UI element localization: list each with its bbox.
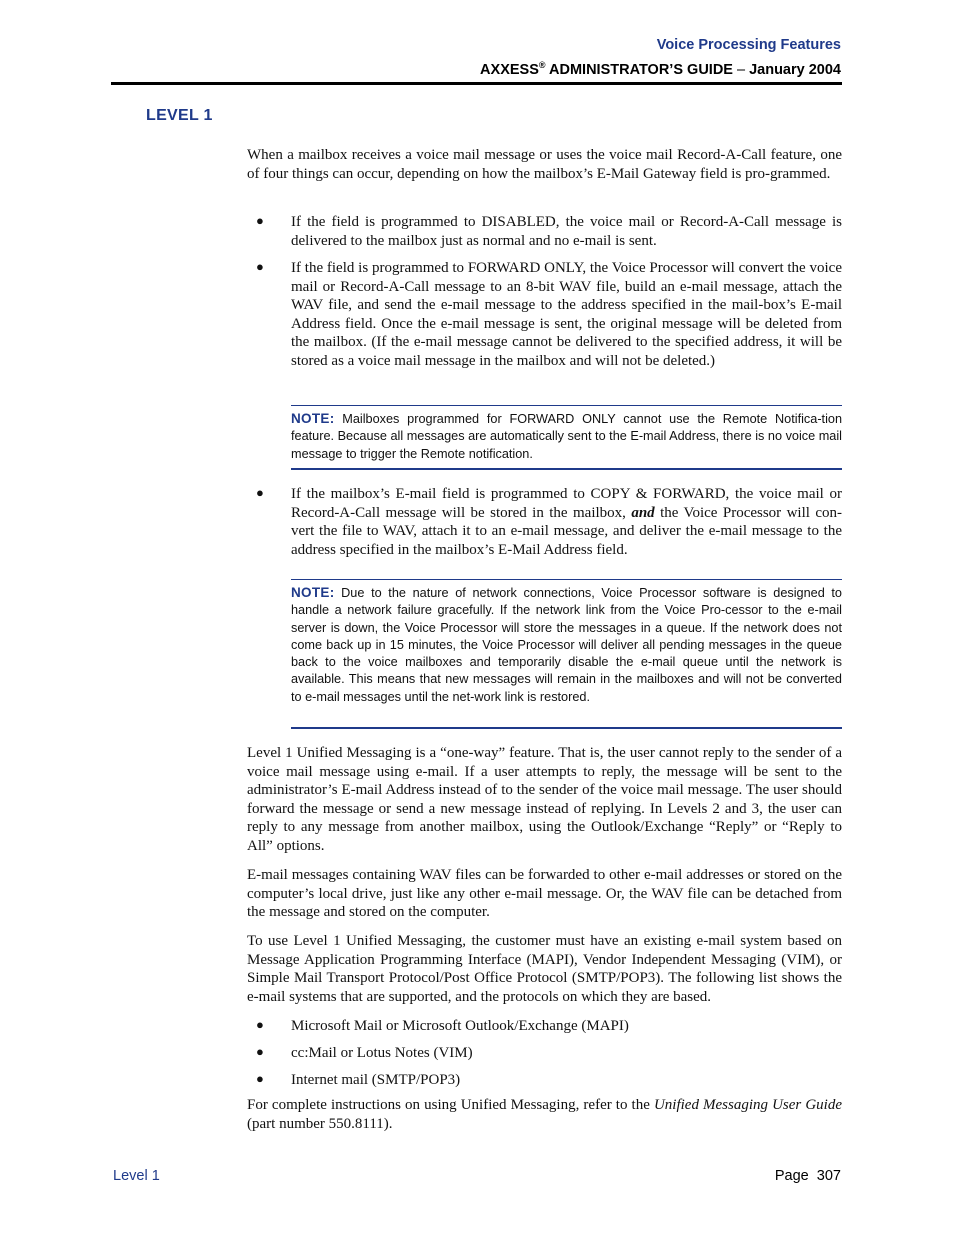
header-guide-title — [380, 60, 841, 78]
intro-paragraph: When a mailbox receives a voice mail message or uses the voice mail Record-A-Call feature, one of four things can occur, depending on how the mailbox’s E-Mail Gateway field is pro-grammed. — [247, 147, 842, 182]
bullet-disabled: If the field is programmed to DISABLED, the voice mail or Record-A-Call message is delivered to the mailbox just as normal and no e-mail is sent. — [291, 214, 842, 249]
footer-section: Level 1 — [113, 1168, 160, 1184]
title-dash: – — [732, 61, 750, 78]
bullet-marker: ● — [256, 485, 264, 500]
header-section-title: Voice Processing Features — [656, 37, 841, 53]
paragraph-wav-files: E-mail messages containing WAV files can be forwarded to other e-mail addresses or stored on the computer’s local drive, just like any other e-mail message. Or, the WAV file can be detached from the message and stored on the computer. — [247, 867, 842, 921]
paragraph-user-guide-text: (part number 550.8111). — [247, 1115, 393, 1132]
note-body: Due to the nature of network connections, Voice Processor software is designed to handle a network failure gracefully. If the network link from the Voice Pro-cessor to the e-mail server is down, the Voice Processor will store the messages in a queue. If the network does not come back up in 15 minutes, the Voice Processor will deliver all pending messages in the queue back to the voice mailboxes and temporarily disable the e-mail queue until the network is available. This means that new messages will remain in the mailboxes and will not be converted to e-mail messages until the net-work link is restored. — [291, 586, 842, 704]
guide-date: January 2004 — [749, 61, 841, 78]
guide-name: ADMINISTRATOR’S GUIDE — [545, 61, 733, 78]
bullet-forward-only: If the field is programmed to FORWARD ONLY, the Voice Processor will convert the voice mail or Record-A-Call message to an 8-bit WAV file, build an e-mail message, attach the WAV file, and send the e-mail message to the address specified in the mail-box’s E-mail Address field. Once the e-mail message is sent, the original message will be deleted from the mailbox. (If the e-mail message cannot be delivered to the specified address, it will be stored as a voice mail message in the mailbox and will not be deleted.) — [291, 260, 842, 369]
bullet-marker: ● — [256, 1017, 264, 1032]
paragraph-user-guide-text: For complete instructions on using Unified Messaging, refer to the — [247, 1097, 654, 1113]
footer-page — [640, 1168, 841, 1184]
note-body: Mailboxes programmed for FORWARD ONLY cannot use the Remote Notifica-tion feature. Because all messages are automatically sent to the E-mail Address, there is no voice mail message to trigger the Remote notification. — [291, 412, 842, 461]
bullet-marker: ● — [256, 1044, 264, 1059]
user-guide-title: Unified Messaging User Guide — [653, 1097, 842, 1113]
note-text — [291, 580, 842, 706]
bullet-marker: ● — [256, 213, 264, 228]
bullet-copy-forward — [291, 485, 842, 559]
paragraph-user-guide — [247, 1096, 842, 1133]
note-box-network — [291, 579, 842, 729]
paragraph-requirements: To use Level 1 Unified Messaging, the customer must have an existing e-mail system based on Message Application Programming Interface (MAPI), Vendor Independent Messaging (VIM), or Simple Mail Transport Protocol/Post Office Protocol (SMTP/POP3). The following list shows the e-mail systems that are supported, and the protocols on which they are based. — [247, 933, 842, 1005]
bullet-copy-forward-text: the Voice Processor will con-vert the file to WAV, attach it to an e-mail message, and deliver the e-mail message to the address specified in the mailbox’s E-Mail Address field. — [291, 504, 842, 558]
bullet-marker: ● — [256, 259, 264, 274]
note-box-forward-only — [291, 405, 842, 470]
section-heading: LEVEL 1 — [146, 107, 213, 124]
note-text — [291, 406, 842, 463]
list-item-vim: cc:Mail or Lotus Notes (VIM) — [291, 1045, 473, 1061]
page-number: 307 — [816, 1168, 841, 1184]
header-rule — [111, 82, 842, 85]
registered-mark: ® — [538, 60, 546, 70]
page-label: Page — [774, 1168, 809, 1184]
list-item-smtp: Internet mail (SMTP/POP3) — [291, 1072, 461, 1088]
product-name: AXXESS — [480, 61, 539, 78]
emphasis-and: and — [631, 504, 655, 521]
bullet-marker: ● — [256, 1071, 264, 1086]
paragraph-one-way: Level 1 Unified Messaging is a “one-way” feature. That is, the user cannot reply to the sender of a voice mail message using e-mail. If a user attempts to reply, the message will be sent to the administrator’s E-mail Address instead of to the sender of the voice mail message. The user should forward the message or send a new message instead of replying. In Levels 2 and 3, the user can reply to any message from another mailbox, using the Outlook/Exchange “Reply” or “Reply to All” options. — [247, 745, 842, 854]
note-label: NOTE: — [291, 411, 335, 426]
list-item-mapi: Microsoft Mail or Microsoft Outlook/Exchange (MAPI) — [291, 1018, 629, 1034]
note-label: NOTE: — [291, 585, 335, 600]
bullet-copy-forward-text: If the mailbox’s E-mail field is programmed to COPY & FORWARD, the voice mail or Record-A-Call message will be stored in the mailbox, — [291, 486, 842, 521]
